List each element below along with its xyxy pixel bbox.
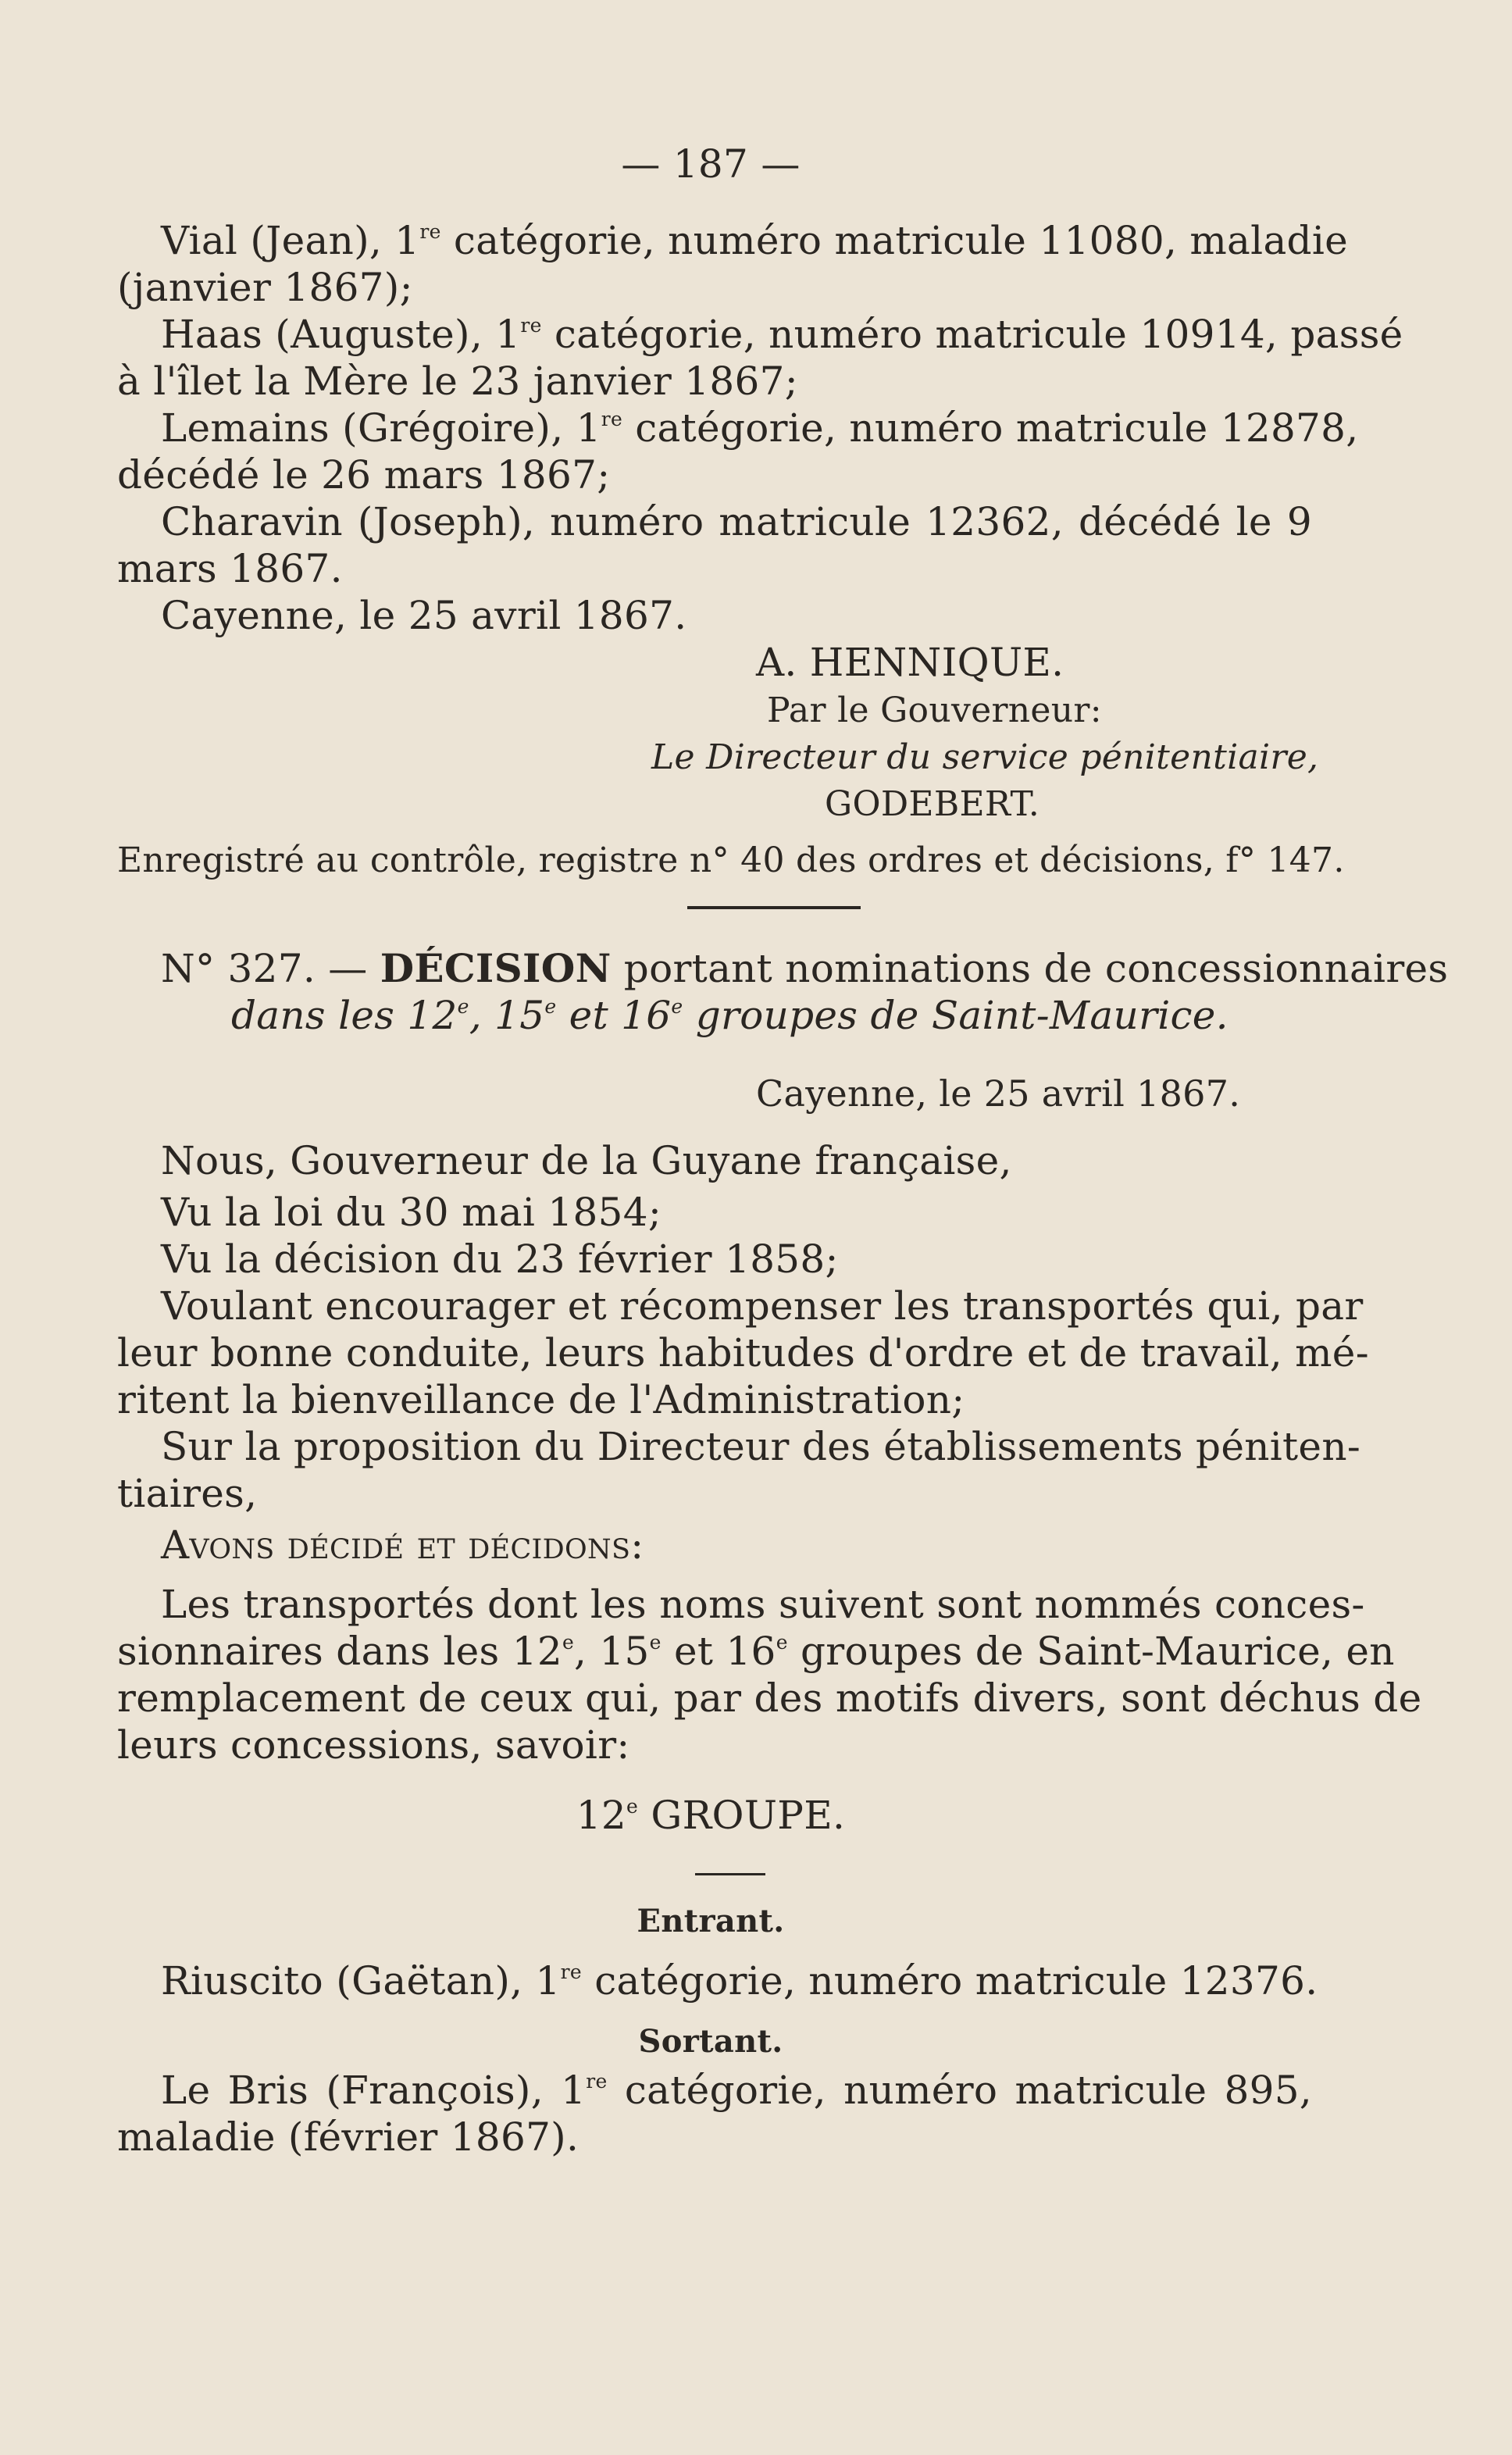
page-number: — 187 — [621, 141, 801, 187]
superscript: e [649, 1631, 662, 1654]
text-line: Par le Gouverneur: [767, 690, 1102, 730]
superscript: re [586, 2070, 608, 2093]
text-line: Vu la loi du 30 mai 1854; [161, 1190, 662, 1235]
emphasis: DÉCISION [380, 945, 612, 991]
superscript: e [544, 995, 557, 1018]
superscript: re [560, 1961, 582, 1983]
text-line: (janvier 1867); [117, 265, 413, 310]
text-line: Haas (Auguste), 1re catégorie, numéro matricule 10914, passé [161, 312, 1403, 357]
text-line: Les transportés dont les noms suivent sont nommés conces- [161, 1582, 1365, 1627]
superscript: re [419, 220, 441, 243]
text-line: Le Directeur du service pénitentiaire, [651, 737, 1319, 777]
text-line: Voulant encourager et récompenser les transportés qui, par [161, 1283, 1364, 1329]
signature-name: GODEBERT. [825, 784, 1040, 824]
text-line: Nous, Gouverneur de la Guyane française, [161, 1138, 1012, 1183]
text-line: Lemains (Grégoire), 1re catégorie, numéro matricule 12878, [161, 405, 1359, 451]
superscript: e [626, 1795, 639, 1818]
superscript: e [776, 1631, 788, 1654]
signature-name: A. HENNIQUE. [756, 640, 1064, 685]
subheading-sortant: Sortant. [638, 2023, 783, 2060]
text-line: Sur la proposition du Directeur des établissements péniten- [161, 1424, 1361, 1469]
text-line: maladie (février 1867). [117, 2114, 579, 2160]
superscript: e [457, 995, 469, 1018]
text-line: Vu la décision du 23 février 1858; [161, 1236, 839, 1282]
superscript: re [601, 408, 623, 430]
text-line: leurs concessions, savoir: [117, 1722, 630, 1768]
text-line: Cayenne, le 25 avril 1867. [161, 593, 687, 638]
group-heading: 12e GROUPE. [576, 1793, 846, 1838]
text-line: Vial (Jean), 1re catégorie, numéro matricule 11080, maladie [161, 218, 1349, 263]
text-line: ritent la bienveillance de l'Administration; [117, 1377, 965, 1422]
text-line: Le Bris (François), 1re catégorie, numéro matricule 895, [161, 2068, 1312, 2113]
text-line: sionnaires dans les 12e, 15e et 16e groupes de Saint-Maurice, en [117, 1629, 1395, 1674]
text-line: tiaires, [117, 1471, 258, 1516]
text-line: remplacement de ceux qui, par des motifs divers, sont déchus de [117, 1675, 1422, 1721]
separator-rule [687, 906, 861, 909]
text-line: mars 1867. [117, 546, 343, 591]
text-line: Avons décidé et décidons: [161, 1522, 644, 1568]
superscript: e [562, 1631, 575, 1654]
decision-heading: dans les 12e, 15e et 16e groupes de Saint-Maurice. [231, 993, 1228, 1038]
decision-heading: N° 327. — DÉCISION portant nominations de concessionnaires [161, 945, 1449, 991]
dateline: Cayenne, le 25 avril 1867. [756, 1072, 1241, 1115]
text-line: leur bonne conduite, leurs habitudes d'ordre et de travail, mé- [117, 1330, 1369, 1376]
subheading-entrant: Entrant. [637, 1903, 785, 1939]
registration-note: Enregistré au contrôle, registre n° 40 des ordres et décisions, f° 147. [117, 840, 1345, 880]
superscript: re [520, 314, 542, 337]
text-line: décédé le 26 mars 1867; [117, 452, 611, 498]
separator-rule [695, 1873, 765, 1875]
superscript: e [671, 995, 683, 1018]
text-line: à l'îlet la Mère le 23 janvier 1867; [117, 359, 798, 404]
text-line: Riuscito (Gaëtan), 1re catégorie, numéro matricule 12376. [161, 1958, 1318, 2004]
text-line: Charavin (Joseph), numéro matricule 12362, décédé le 9 [161, 499, 1312, 544]
